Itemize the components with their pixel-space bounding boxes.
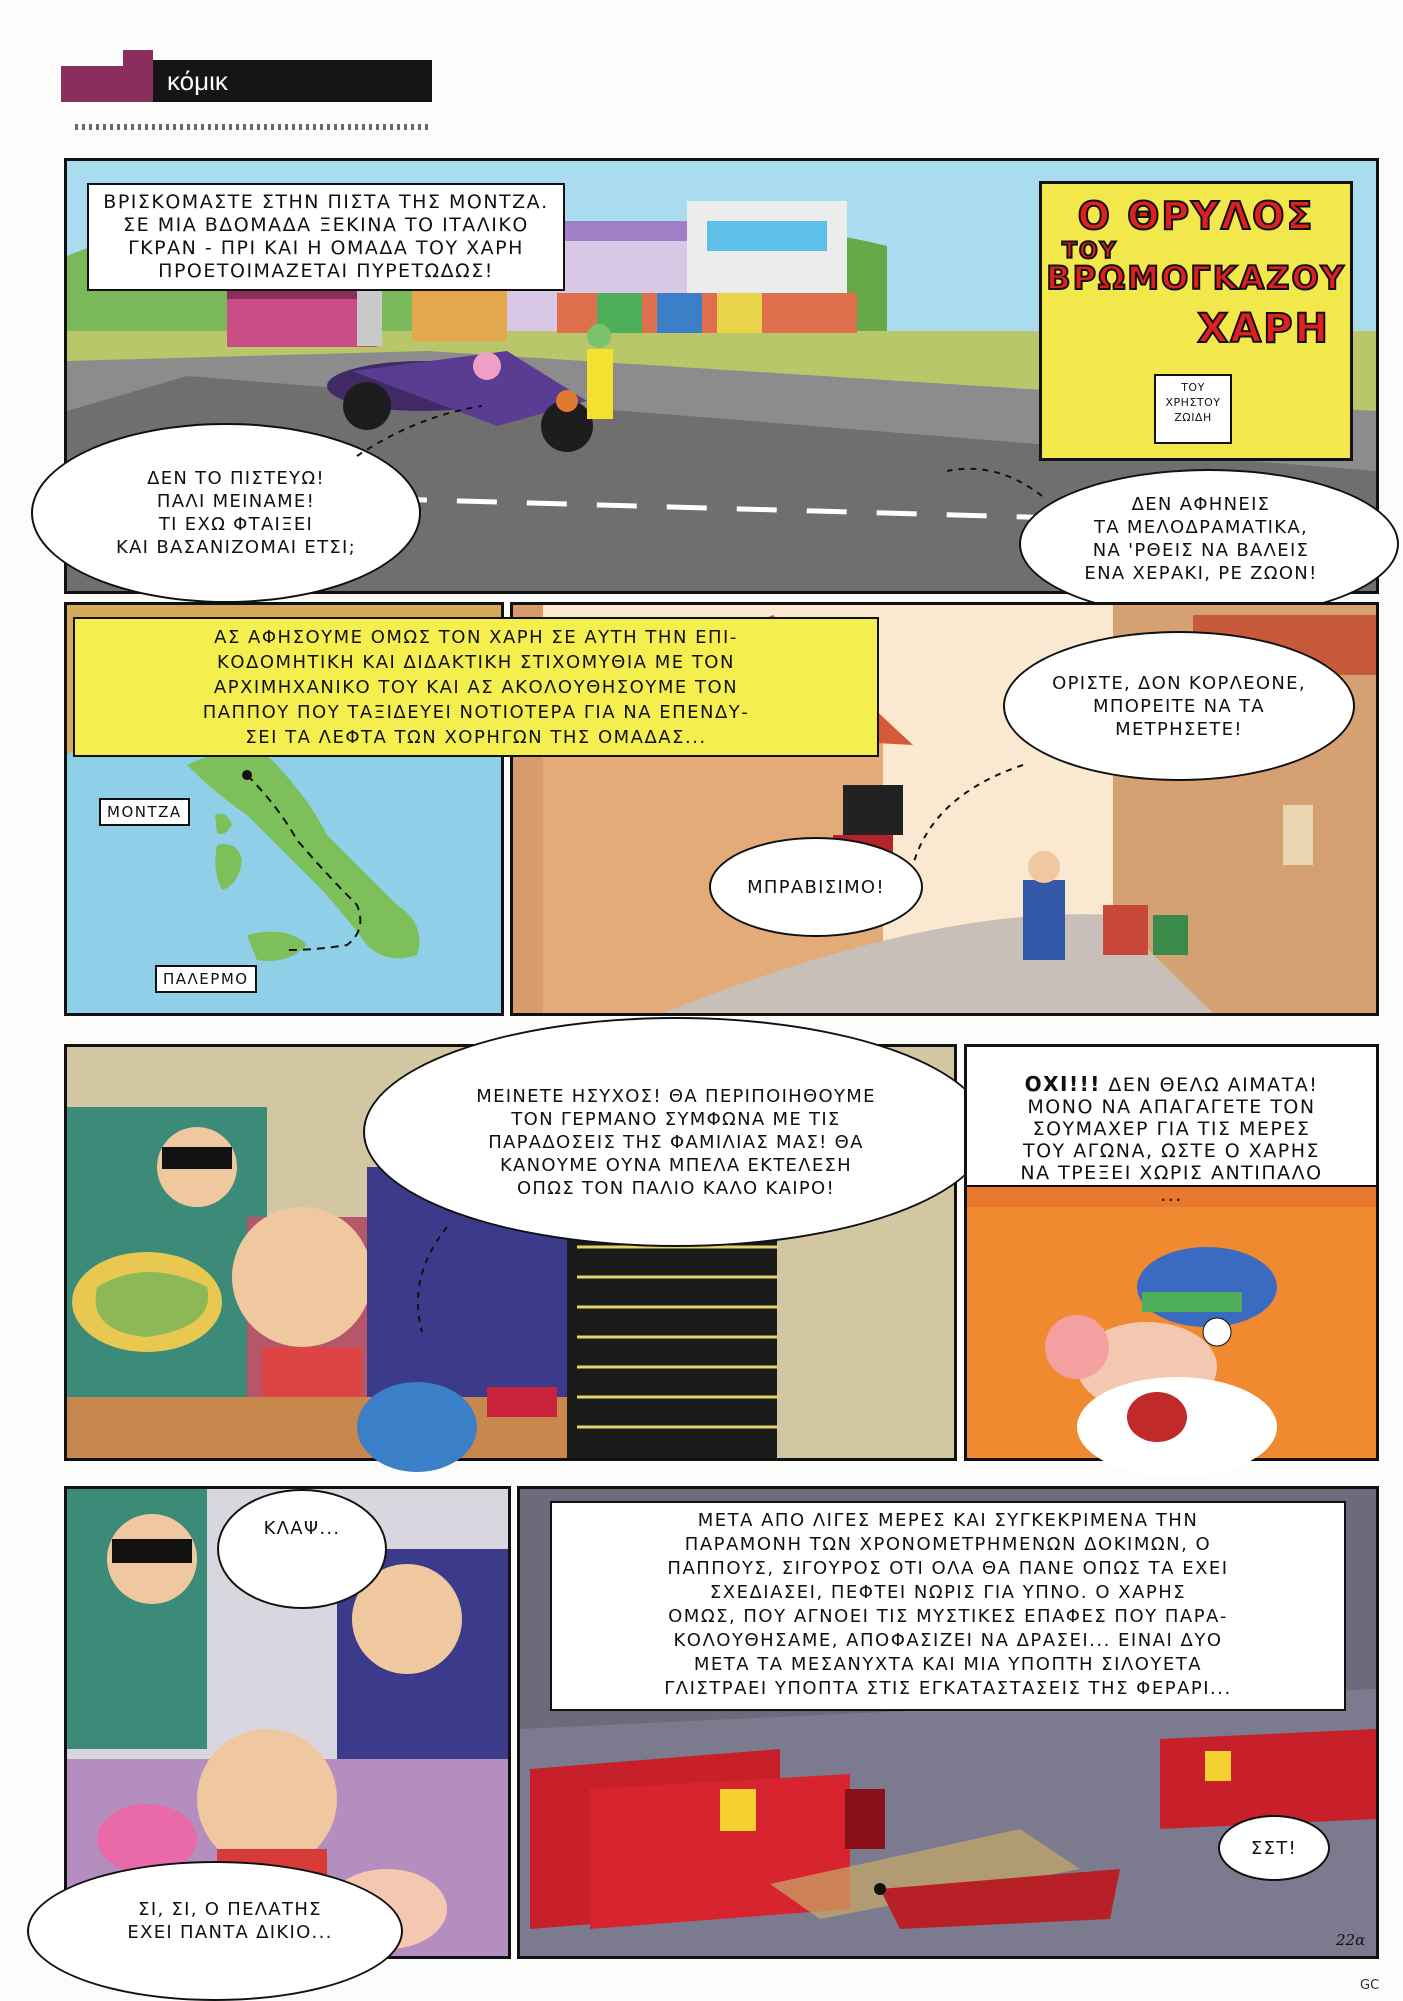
bubble-mechanic: ΔΕΝ ΑΦΗΝΕΙΣ ΤΑ ΜΕΛΟΔΡΑΜΑΤΙΚΑ, ΝΑ 'ΡΘΕΙΣ ΝΑ ΒΑΛΕΙΣ ΕΝΑ ΧΕΡΑΚΙ, ΡΕ ΖΩΟΝ! <box>1019 469 1399 619</box>
page-number: 22α <box>1336 1931 1366 1949</box>
panel-2-map <box>64 602 750 1016</box>
map-label-palermo: ΠΑΛΕΡΜΟ <box>155 965 257 993</box>
panel-7-caption: ΜΕΤΑ ΑΠΟ ΛΙΓΕΣ ΜΕΡΕΣ ΚΑΙ ΣΥΓΚΕΚΡΙΜΕΝΑ ΤΗΝ ΠΑΡΑΜΟΝΗ ΤΩΝ ΧΡΟΝΟΜΕΤΡΗΜΕΝΩΝ ΔΟΚΙΜΩΝ, Ο ΠΑΠΠΟΥΣ, ΣΙΓΟΥΡΟΣ ΟΤΙ ΟΛΑ ΘΑ ΠΑΝΕ ΟΠΩΣ ΤΑ ΕΧΕΙ ΣΧΕΔΙΑΣΕΙ, ΠΕΦΤΕΙ ΝΩΡΙΣ ΓΙΑ ΥΠΝΟ. Ο ΧΑΡΗΣ ΟΜΩΣ, ΠΟΥ ΑΓΝΟΕΙ ΤΙΣ ΜΥΣΤΙΚΕΣ ΕΠΑΦΕΣ ΠΟΥ ΠΑΡΑ- ΚΟΛΟΥΘΗΣΑΜΕ, ΑΠΟΦΑΣΙΖΕΙ ΝΑ ΔΡΑΣΕΙ... ΕΙΝΑΙ ΔΥΟ ΜΕΤΑ ΤΑ ΜΕΣΑΝΥΧΤΑ ΚΑΙ ΜΙΑ ΥΠΟΠΤΗ ΣΙΛΟΥΕΤΑ ΓΛΙΣΤΡΑΕΙ ΥΠΟΠΤΑ ΣΤΙΣ ΕΓΚΑΤΑΣΤΑΣΕΙΣ ΤΗΣ ΦΕΡΑΡΙ... <box>550 1501 1346 1711</box>
header-dotted-rule <box>75 124 430 130</box>
title-line-1: Ο ΘΡΥΛΟΣ <box>1077 194 1315 238</box>
bubble-klaps: ΚΛΑΨ... <box>217 1489 387 1609</box>
panel-1-caption: ΒΡΙΣΚΟΜΑΣΤΕ ΣΤΗΝ ΠΙΣΤΑ ΤΗΣ ΜΟΝΤΖΑ. ΣΕ ΜΙΑ ΒΔΟΜΑΔΑ ΞΕΚΙΝΑ ΤΟ ΙΤΑΛΙΚΟ ΓΚΡΑΝ - ΠΡΙ ΚΑΙ Η ΟΜΑΔΑ ΤΟΥ ΧΑΡΗ ΠΡΟΕΤΟΙΜΑΖΕΤΑΙ ΠΥΡΕΤΩΔΩΣ! <box>87 183 565 291</box>
caption-text: ΔΕΝ ΘΕΛΩ ΑΙΜΑΤΑ! ΜΟΝΟ ΝΑ ΑΠΑΓΑΓΕΤΕ ΤΟΝ ΣΟΥΜΑΧΕΡ ΓΙΑ ΤΙΣ ΜΕΡΕΣ ΤΟΥ ΑΓΩΝΑ, ΩΣΤΕ Ο ΧΑΡΗΣ ΝΑ ΤΡΕΞΕΙ ΧΩΡΙΣ ΑΝΤΙΠΑΛΟ ... <box>1020 1074 1323 1206</box>
title-line-2: ΤΟΥ <box>1062 239 1118 264</box>
watermark-logo: GC <box>1360 1978 1380 1993</box>
title-line-3: ΒΡΩΜΟΓΚΑΖΟΥ <box>1046 259 1346 297</box>
map-label-monza: ΜΟΝΤΖΑ <box>99 798 190 826</box>
bubble-sst: ΣΣΤ! <box>1218 1815 1330 1881</box>
bubble-tail <box>397 1227 457 1337</box>
section-title: κόμικ <box>153 60 432 102</box>
panel-5-caption <box>967 1047 1376 1206</box>
bubble-customer-right: ΣΙ, ΣΙ, Ο ΠΕΛΑΤΗΣ ΕΧΕΙ ΠΑΝΤΑ ΔΙΚΙΟ... <box>27 1861 403 2001</box>
bubble-hary-despair: ΔΕΝ ΤΟ ΠΙΣΤΕΥΩ! ΠΑΛΙ ΜΕΙΝΑΜΕ! ΤΙ ΕΧΩ ΦΤΑΙΞΕΙ ΚΑΙ ΒΑΣΑΝΙΖΟΜΑΙ ΕΤΣΙ; <box>31 423 421 603</box>
panel-6-crying <box>64 1486 511 1959</box>
title-sign <box>1039 181 1353 461</box>
bubble-tail <box>893 755 1033 875</box>
author-credit: ΤΟΥ ΧΡΗΣΤΟΥ ΖΩΙΔΗ <box>1154 374 1232 444</box>
title-line-4: ΧΑΡΗ <box>1197 306 1330 352</box>
panel-5-grandpa <box>964 1044 1379 1461</box>
panel-1-monza <box>64 158 1379 594</box>
panel-7-ferrari <box>517 1486 1379 1959</box>
panel-4-office <box>64 1044 957 1461</box>
bubble-bravissimo: ΜΠΡΑΒΙΣΙΜΟ! <box>709 837 923 937</box>
bubble-tail <box>357 406 487 466</box>
bubble-mafioso: ΜΕΙΝΕΤΕ ΗΣΥΧΟΣ! ΘΑ ΠΕΡΙΠΟΙΗΘΟΥΜΕ ΤΟΝ ΓΕΡΜΑΝΟ ΣΥΜΦΩΝΑ ΜΕ ΤΙΣ ΠΑΡΑΔΟΣΕΙΣ ΤΗΣ ΦΑΜΙΛΙΑΣ ΜΑΣ! ΘΑ ΚΑΝΟΥΜΕ ΟΥΝΑ ΜΠΕΛΑ ΕΚΤΕΛΕΣΗ ΟΠΩΣ ΤΟΝ ΠΑΛΙΟ ΚΑΛΟ ΚΑΙΡΟ! <box>363 1017 989 1247</box>
bubble-tail <box>947 461 1047 501</box>
section-block-notch <box>61 50 123 66</box>
panel-2-caption: ΑΣ ΑΦΗΣΟΥΜΕ ΟΜΩΣ ΤΟΝ ΧΑΡΗ ΣΕ ΑΥΤΗ ΤΗΝ ΕΠΙ- ΚΟΔΟΜΗΤΙΚΗ ΚΑΙ ΔΙΔΑΚΤΙΚΗ ΣΤΙΧΟΜΥΘΙΑ ΜΕ ΤΟΝ ΑΡΧΙΜΗΧΑΝΙΚΟ ΤΟΥ ΚΑΙ ΑΣ ΑΚΟΛΟΥΘΗΣΟΥΜΕ ΤΟΝ ΠΑΠΠΟΥ ΠΟΥ ΤΑΞΙΔΕΥΕΙ ΝΟΤΙΟΤΕΡΑ ΓΙΑ ΝΑ ΕΠΕΝΔΥ- ΣΕΙ ΤΑ ΛΕΦΤΑ ΤΩΝ ΧΟΡΗΓΩΝ ΤΗΣ ΟΜΑΔΑΣ... <box>73 617 879 757</box>
bubble-don-corleone: ΟΡΙΣΤΕ, ΔΟΝ ΚΟΡΛΕΟΝΕ, ΜΠΟΡΕΙΤΕ ΝΑ ΤΑ ΜΕΤΡΗΣΕΤΕ! <box>1003 631 1355 781</box>
caption-exclamation: ΟΧΙ!!! <box>1024 1072 1101 1096</box>
